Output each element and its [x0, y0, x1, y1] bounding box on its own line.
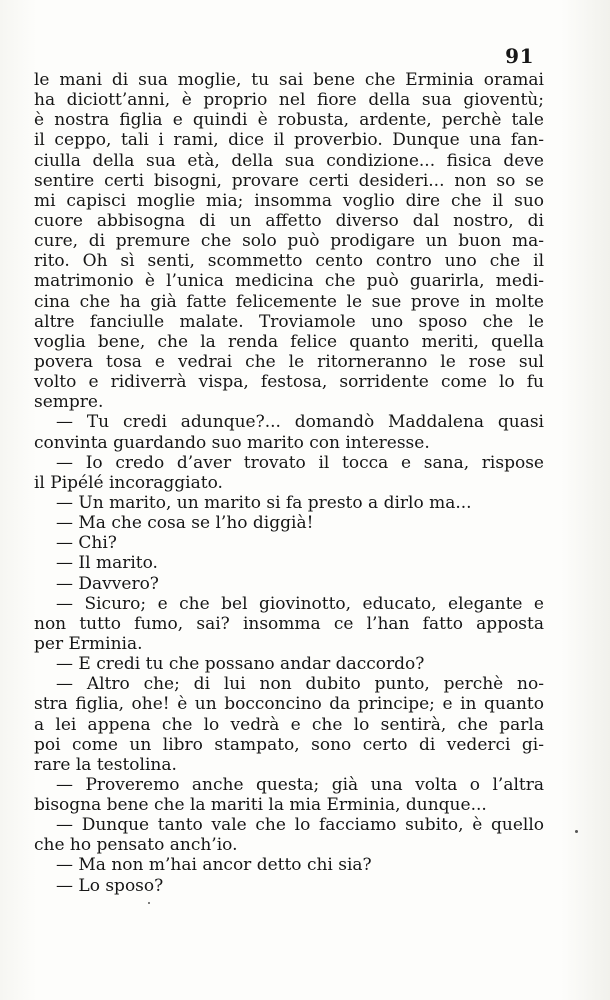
text-line: cure, di premure che solo può prodigare un buon ma- [34, 231, 544, 252]
text-line: matrimonio è l’unica medicina che può guarirla, medi- [34, 271, 544, 292]
body-text [34, 70, 544, 896]
text-line: ha diciott’anni, è proprio nel fiore della sua gioventù; [34, 90, 544, 111]
text-line: — Sicuro; e che bel giovinotto, educato, elegante e [56, 593, 544, 614]
text-line: non tutto fumo, sai? insomma ce l’han fatto apposta [34, 613, 544, 634]
text-line: poi come un libro stampato, sono certo di vederci gi- [34, 734, 544, 755]
text-line: sentire certi bisogni, provare certi desideri... non so se [34, 170, 544, 191]
text-line: — Il marito. [56, 553, 158, 574]
text-line: voglia bene, che la renda felice quanto meriti, quella [34, 331, 544, 352]
text-line: — Tu credi adunque?... domandò Maddalena quasi [56, 412, 544, 433]
ink-speck [575, 830, 578, 833]
text-line: — Altro che; di lui non dubito punto, perchè no- [56, 674, 544, 695]
text-line: volto e ridiverrà vispa, festosa, sorridente come lo fu [34, 372, 544, 393]
text-line: a lei appena che lo vedrà e che lo sentirà, che parla [34, 714, 544, 735]
text-line: convinta guardando suo marito con interesse. [34, 432, 430, 453]
text-line: — Io credo d’aver trovato il tocca e sana, rispose [56, 452, 544, 473]
text-line: — Dunque tanto vale che lo facciamo subito, è quello [56, 815, 544, 836]
text-line: le mani di sua moglie, tu sai bene che Erminia oramai [34, 70, 544, 90]
page-number: 91 [505, 44, 534, 68]
text-line: il Pipélé incoraggiato. [34, 472, 223, 493]
text-line: per Erminia. [34, 633, 143, 654]
text-line: mi capisci moglie mia; insomma voglio dire che il suo [34, 190, 544, 211]
text-line: il ceppo, tali i rami, dice il proverbio. Dunque una fan- [34, 130, 544, 151]
text-line: altre fanciulle malate. Troviamole uno sposo che le [34, 311, 544, 332]
text-line: bisogna bene che la mariti la mia Erminia, dunque... [34, 795, 487, 816]
text-line: — Lo sposo? [56, 875, 164, 896]
text-line: — Ma non m’hai ancor detto chi sia? [56, 855, 372, 876]
text-line: rito. Oh sì senti, scommetto cento contro uno che il [34, 251, 544, 272]
text-line: — E credi tu che possano andar daccordo? [56, 654, 425, 675]
ink-speck [148, 902, 150, 904]
text-line: — Ma che cosa se l’ho diggià! [56, 513, 314, 534]
text-line: sempre. [34, 392, 104, 413]
text-line: — Davvero? [56, 573, 159, 594]
text-line: stra figlia, ohe! è un bocconcino da principe; e in quanto [34, 694, 544, 715]
text-line: — Chi? [56, 533, 117, 554]
text-line: ciulla della sua età, della sua condizione... fisica deve [34, 150, 544, 171]
text-line: è nostra figlia e quindi è robusta, ardente, perchè tale [34, 110, 544, 131]
text-line: cina che ha già fatte felicemente le sue prove in molte [34, 291, 544, 312]
text-line: — Un marito, un marito si fa presto a dirlo ma... [56, 492, 472, 513]
text-line: rare la testolina. [34, 754, 177, 775]
text-line: che ho pensato anch’io. [34, 835, 238, 856]
text-line: cuore abbisogna di un affetto diverso dal nostro, di [34, 210, 544, 231]
text-line: povera tosa e vedrai che le ritorneranno le rose sul [34, 351, 544, 372]
text-line: — Proveremo anche questa; già una volta o l’altra [56, 774, 544, 795]
